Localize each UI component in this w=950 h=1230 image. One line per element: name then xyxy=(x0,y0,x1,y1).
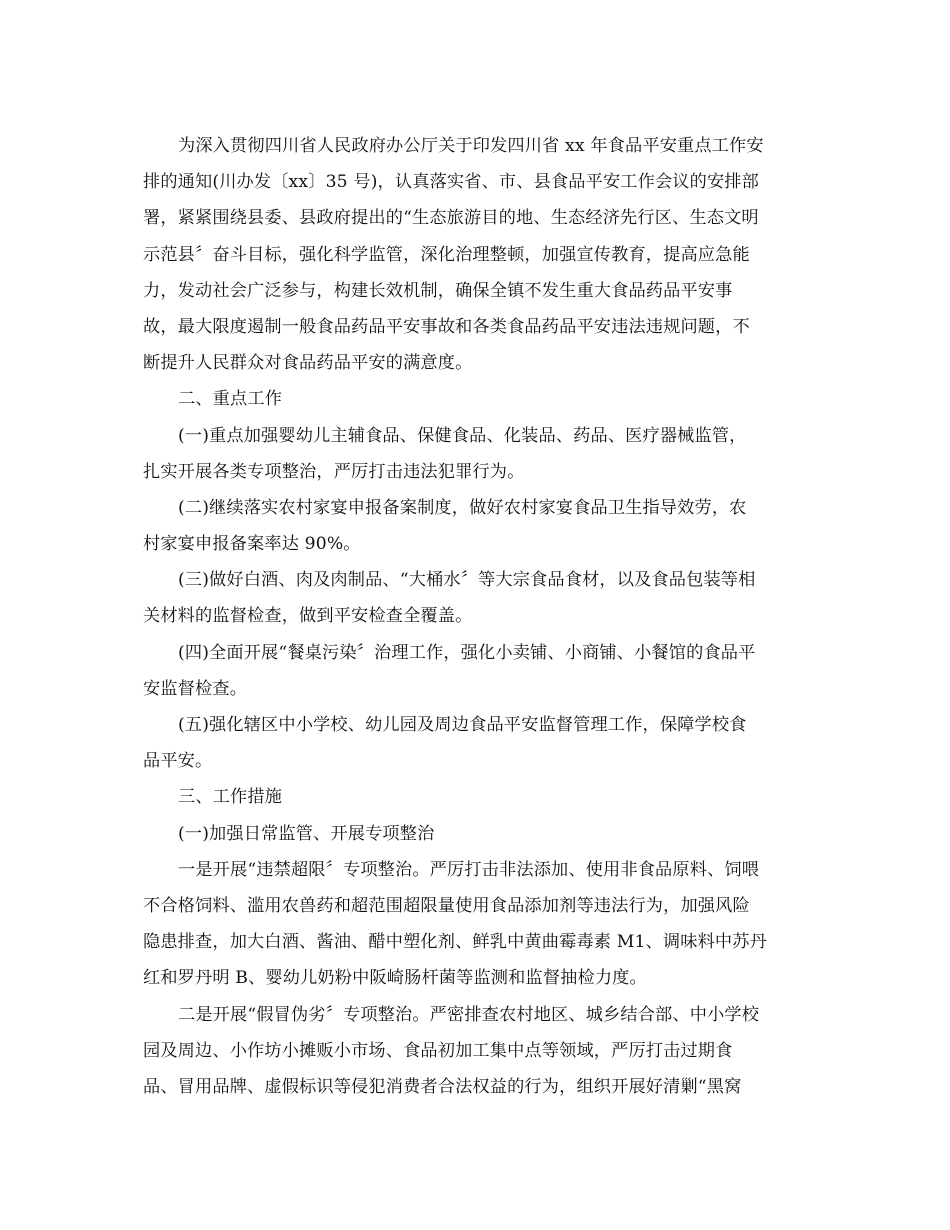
key-work-item-4-line-1: (四)全面开展“餐桌污染〞治理工作，强化小卖铺、小商铺、小餐馆的食品平 xyxy=(178,642,756,663)
paragraph-intro-line-5: 力，发动社会广泛参与，构建长效机制，确保全镇不发生重大食品药品平安事 xyxy=(143,280,733,301)
paragraph-intro-line-2: 排的通知(川办发〔xx〕35 号)，认真落实省、市、县食品平安工作会议的安排部 xyxy=(143,172,759,193)
measure-1-line-4: 红和罗丹明 B、婴幼儿奶粉中阪崎肠杆菌等监测和监督抽检力度。 xyxy=(143,968,647,989)
key-work-item-5-line-2: 品平安。 xyxy=(143,751,213,772)
key-work-item-2-line-1: (二)继续落实农村家宴申报备案制度，做好农村家宴食品卫生指导效劳，农 xyxy=(178,497,747,518)
paragraph-intro-line-6: 故，最大限度遏制一般食品药品平安事故和各类食品药品平安违法违规问题，不 xyxy=(143,316,750,337)
measure-1-line-2: 不合格饲料、滥用农兽药和超范围超限量使用食品添加剂等违法行为，加强风险 xyxy=(143,895,750,916)
key-work-item-3-line-2: 关材料的监督检查，做到平安检查全覆盖。 xyxy=(143,606,473,627)
measure-2-line-3: 品、冒用品牌、虚假标识等侵犯消费者合法权益的行为，组织开展好清剿“黑窝 xyxy=(143,1076,742,1097)
measure-2-line-2: 园及周边、小作坊小摊贩小市场、食品初加工集中点等领域，严厉打击过期食 xyxy=(143,1040,733,1061)
section-heading-work-measures: 三、工作措施 xyxy=(178,787,283,808)
key-work-item-3-line-1: (三)做好白酒、肉及肉制品、“大桶水〞等大宗食品食材，以及食品包装等相 xyxy=(178,570,756,591)
key-work-item-1-line-2: 扎实开展各类专项整治，严厉打击违法犯罪行为。 xyxy=(143,461,525,482)
paragraph-intro-line-4: 示范县〞奋斗目标，强化科学监管，深化治理整顿，加强宣传教育，提高应急能 xyxy=(143,244,750,265)
key-work-item-1-line-1: (一)重点加强婴幼儿主辅食品、保健食品、化装品、药品、医疗器械监管， xyxy=(178,425,747,446)
measure-1-line-1: 一是开展“违禁超限〞专项整治。严厉打击非法添加、使用非食品原料、饲喂 xyxy=(178,859,760,880)
paragraph-intro-line-1: 为深入贯彻四川省人民政府办公厅关于印发四川省 xx 年食品平安重点工作安 xyxy=(178,136,764,156)
paragraph-intro-line-7: 断提升人民群众对食品药品平安的满意度。 xyxy=(143,353,473,374)
key-work-item-2-line-2: 村家宴申报备案率达 90%。 xyxy=(143,534,361,555)
subsection-heading-daily-supervision: (一)加强日常监管、开展专项整治 xyxy=(178,823,435,844)
key-work-item-5-line-1: (五)强化辖区中小学校、幼儿园及周边食品平安监督管理工作，保障学校食 xyxy=(178,715,747,735)
document-body xyxy=(143,128,815,1105)
section-heading-key-work: 二、重点工作 xyxy=(178,389,283,410)
measure-2-line-1: 二是开展“假冒伪劣〞专项整治。严密排查农村地区、城乡结合部、中小学校 xyxy=(178,1004,760,1025)
measure-1-line-3: 隐患排查，加大白酒、酱油、醋中塑化剂、鲜乳中黄曲霉毒素 M1、调味料中苏丹 xyxy=(143,932,767,953)
key-work-item-4-line-2: 安监督检查。 xyxy=(143,678,248,699)
paragraph-intro-line-3: 署，紧紧围绕县委、县政府提出的“生态旅游目的地、生态经济先行区、生态文明 xyxy=(143,208,759,229)
